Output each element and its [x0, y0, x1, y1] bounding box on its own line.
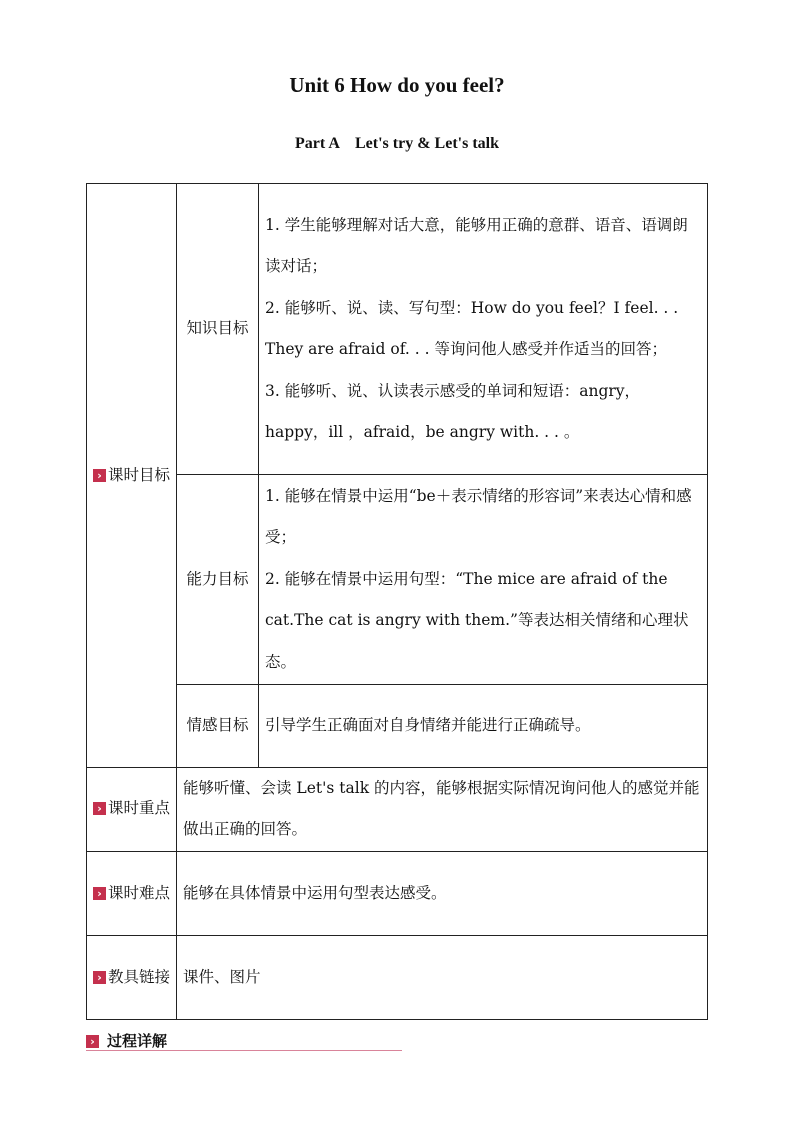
teaching-aids-content: 课件、图片	[177, 935, 708, 1019]
chevron-right-icon: ›	[86, 1035, 99, 1048]
page-title: Unit 6 How do you feel?	[289, 73, 505, 97]
emotion-content: 引导学生正确面对自身情绪并能进行正确疏导。	[259, 684, 708, 767]
difficulties-label: 课时难点	[108, 883, 171, 902]
teaching-aids-label: 教具链接	[108, 967, 171, 986]
chevron-right-icon: ›	[93, 802, 106, 815]
key-points-label: 课时重点	[108, 799, 171, 818]
knowledge-line: 3. 能够听、说、认读表示感受的单词和短语：angry，happy，ill ，afraid，be angry with. . . 。	[265, 381, 641, 442]
knowledge-line: 2. 能够听、说、读、写句型：How do you feel？I feel. . . They are afraid of. . . 等询问他人感受并作适当的回答；	[265, 298, 679, 359]
chevron-right-icon: ›	[93, 971, 106, 984]
difficulties-content: 能够在具体情景中运用句型表达感受。	[177, 851, 708, 935]
page-subtitle: Part A Let's try & Let's talk	[295, 135, 499, 152]
key-points-cell	[87, 767, 177, 851]
ability-line: 2. 能够在情景中运用句型：“The mice are afraid of the cat.The cat is angry with them.”等表达相关情绪和心理状态。	[265, 569, 689, 671]
emotion-label: 情感目标	[177, 684, 259, 767]
knowledge-label: 知识目标	[177, 184, 259, 475]
process-section-header	[86, 1030, 402, 1051]
key-points-content: 能够听懂、会读 Let's talk 的内容，能够根据实际情况询问他人的感觉并能做出正确的回答。	[177, 767, 708, 851]
knowledge-content	[259, 184, 708, 475]
chevron-right-icon: ›	[93, 469, 106, 482]
chevron-right-icon: ›	[93, 887, 106, 900]
ability-label: 能力目标	[177, 475, 259, 684]
process-section-label: 过程详解	[107, 1032, 168, 1050]
ability-line: 1. 能够在情景中运用“be＋表示情绪的形容词”来表达心情和感受；	[265, 486, 692, 547]
lesson-plan-table	[86, 183, 708, 1020]
objectives-label: 课时目标	[108, 465, 171, 484]
teaching-aids-cell	[87, 935, 177, 1019]
knowledge-line: 1. 学生能够理解对话大意，能够用正确的意群、语音、语调朗读对话；	[265, 215, 688, 276]
ability-content	[259, 475, 708, 684]
objectives-cell	[87, 184, 177, 768]
difficulties-cell	[87, 851, 177, 935]
